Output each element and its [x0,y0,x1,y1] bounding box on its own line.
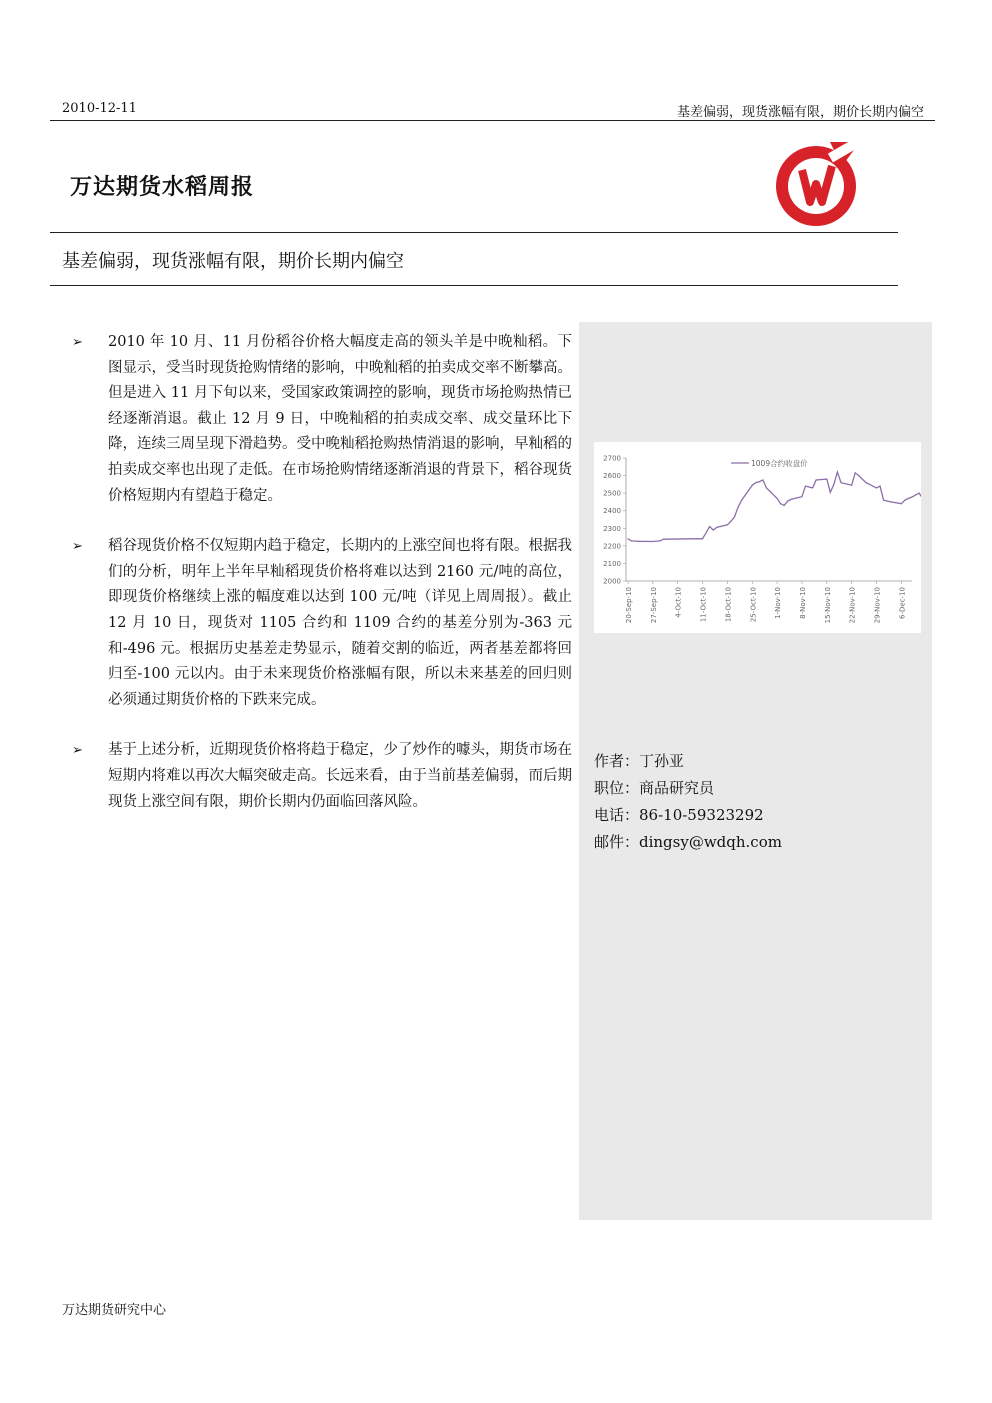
data-point [691,538,692,539]
data-point [780,503,781,504]
data-point [702,538,703,539]
author-info [594,748,782,856]
arrow-bullet-icon: ➢ [72,743,83,759]
headline-divider [50,285,898,286]
data-point [812,487,813,488]
author-position: 职位：商品研究员 [594,779,715,797]
data-point [883,500,884,501]
data-point [784,505,785,506]
headline: 基差偏弱，现货涨幅有限，期价长期内偏空 [62,251,404,272]
header-divider [50,120,935,121]
data-point [816,479,817,480]
data-point [631,540,632,541]
footer-org: 万达期货研究中心 [62,1303,167,1318]
data-point [879,486,880,487]
data-point [727,524,728,525]
author-phone: 电话：86-10-59323292 [594,806,764,824]
data-point [862,479,863,480]
data-point [734,516,735,517]
data-point [890,501,891,502]
arrow-bullet-icon: ➢ [72,335,83,350]
data-point [663,539,664,540]
data-point [826,479,827,480]
data-point [738,507,739,508]
arrow-bullet-icon: ➢ [72,539,83,555]
data-point [759,481,760,482]
data-point [752,485,753,486]
title-divider [50,232,898,233]
running-title: 基差偏弱，现货涨幅有限，期价长期内偏空 [676,105,924,120]
data-point [652,541,653,542]
data-point [659,540,660,541]
y-tick-label: 2100 [603,559,621,568]
data-point [627,538,628,539]
price-chart-svg [594,442,921,633]
bullet-text: 2010 年 10 月、11 月份稻谷价格大幅度走高的领头羊是中晚籼稻。下图显示，受当时现货抢购情绪的影响，中晚籼稻的拍卖成交率不断攀高。但是进入 11 月下旬以来，受国家政策调控的影响，现货市场抢购热情已经逐渐消退。截止 12 月 9 日，中晚籼稻的拍卖成交率、成交量环比下降，连续三周呈现下滑趋势。受中晚籼稻抢购热情消退的影响，早籼稻的拍卖成交率也出现了走低。在市场抢购情绪逐渐消退的背景下，稻谷现货价格短期内有望趋于稳定。 [108,334,572,504]
x-tick-label: 29-Nov-10 [873,587,882,624]
main-content [62,330,572,840]
report-title: 万达期货水稻周报 [70,175,255,200]
x-tick-label: 20-Sep-10 [625,587,633,624]
data-point [876,487,877,488]
data-point [706,532,707,533]
y-tick-label: 2700 [603,454,621,463]
x-tick-label: 4-Oct-10 [674,587,683,618]
data-point [908,498,909,499]
data-point [801,496,802,497]
y-tick-label: 2600 [603,472,621,481]
data-point [805,486,806,487]
data-point [901,503,902,504]
x-tick-label: 22-Nov-10 [848,587,857,624]
data-point [851,485,852,486]
x-tick-label: 6-Dec-10 [898,587,907,619]
x-tick-label: 11-Oct-10 [699,587,708,623]
author-email: 邮件：dingsy@wdqh.com [594,833,782,851]
x-tick-label: 1-Nov-10 [774,587,783,619]
data-point [911,496,912,497]
bullet-item [62,330,572,509]
data-point [730,521,731,522]
data-point [915,494,916,495]
bullet-item [62,534,572,713]
data-point [858,475,859,476]
x-tick-label: 18-Oct-10 [724,587,733,623]
data-point [777,498,778,499]
y-tick-label: 2000 [603,577,621,586]
bullet-text: 基于上述分析，近期现货价格将趋于稳定，少了炒作的噱头，期货市场在短期内将难以再次大幅突破走高。长远来看，由于当前基差偏弱，而后期现货上涨空间有限，期价长期内仍面临回落风险。 [108,742,572,810]
data-point [830,492,831,493]
data-point [833,484,834,485]
legend-label: 1009合约收盘价 [751,459,808,468]
data-point [787,500,788,501]
bullet-text: 稻谷现货价格不仅短期内趋于稳定，长期内的上涨空间也将有限。根据我们的分析，明年上半年早籼稻现货价格将难以达到 2160 元/吨的高位，即现货价格继续上涨的幅度难以达到 100 元/吨（详见上周周报）。截止 12 月 10 日，现货对 1105 合约和 1109 合约的基差分别为-363 元和-496 元。根据历史基差走势显示，随着交割的临近，两者基差都将回归至-100 元以内。由于未来现货价格涨幅有限，所以未来基差的回归则必须通过期货价格的下跌来完成。 [108,538,572,708]
data-point [840,482,841,483]
data-point [638,541,639,542]
x-tick-label: 15-Nov-10 [823,587,832,624]
wanda-futures-logo-icon [772,140,864,228]
y-tick-label: 2400 [603,507,621,516]
data-point [808,486,809,487]
x-tick-label: 8-Nov-10 [798,587,807,619]
bullet-item [62,738,572,815]
x-tick-label: 27-Sep-10 [649,587,658,624]
data-point [713,529,714,530]
data-point [741,500,742,501]
series-line [628,472,921,541]
data-point [716,527,717,528]
y-tick-label: 2500 [603,489,621,498]
price-chart [594,442,921,633]
data-point [837,472,838,473]
data-point [855,472,856,473]
y-tick-label: 2300 [603,524,621,533]
data-point [755,482,756,483]
data-point [919,493,920,494]
report-date: 2010-12-11 [62,101,137,116]
y-tick-label: 2200 [603,542,621,551]
data-point [762,479,763,480]
x-tick-label: 25-Oct-10 [749,587,758,623]
data-point [709,526,710,527]
data-point [865,482,866,483]
data-point [904,500,905,501]
data-point [766,487,767,488]
author-name: 作者：丁孙亚 [594,752,685,770]
data-point [887,500,888,501]
data-point [791,499,792,500]
